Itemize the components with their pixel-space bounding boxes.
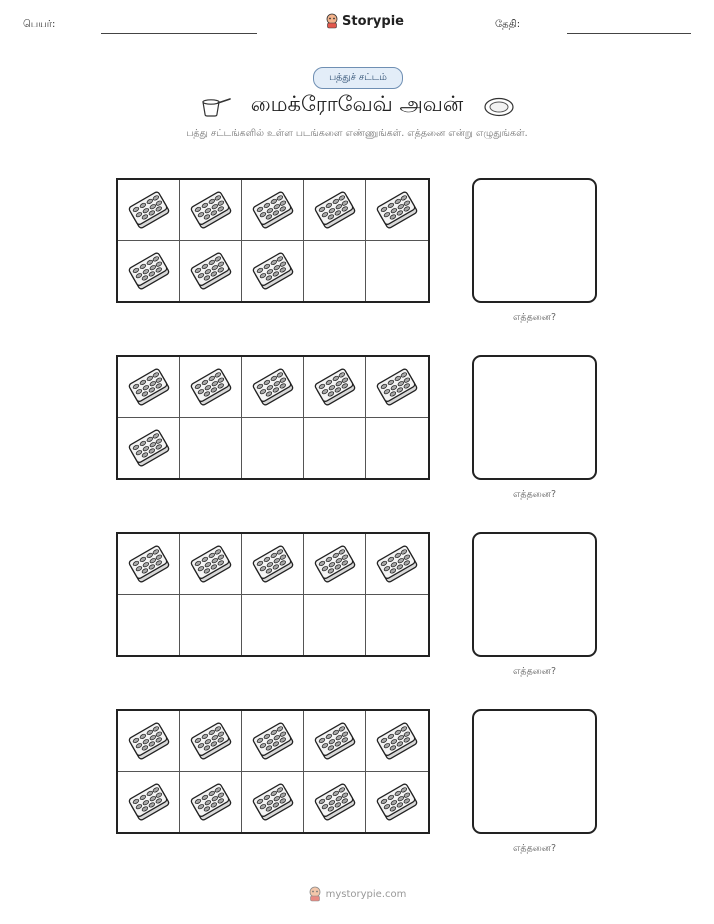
microwave-tray-icon	[126, 190, 172, 230]
microwave-tray-icon	[188, 251, 234, 291]
ten-frame-cell	[366, 595, 428, 656]
ten-frame-cell	[304, 772, 366, 833]
ten-frame-cell	[366, 534, 428, 595]
microwave-tray-icon	[250, 782, 296, 822]
answer-label-2: எத்தனை?	[512, 489, 557, 500]
ten-frame-cell	[304, 711, 366, 772]
microwave-tray-icon	[312, 544, 358, 584]
brand-logo	[325, 13, 404, 29]
ten-frame-cell	[304, 180, 366, 241]
ten-frame-cell	[180, 772, 242, 833]
name-line[interactable]	[101, 33, 257, 34]
page-title: மைக்ரோவேவ் அவன்	[250, 92, 464, 116]
microwave-tray-icon	[374, 544, 420, 584]
microwave-tray-icon	[188, 544, 234, 584]
microwave-tray-icon	[374, 782, 420, 822]
microwave-tray-icon	[250, 251, 296, 291]
ten-frame-4	[116, 709, 430, 834]
ten-frame-cell	[304, 241, 366, 302]
microwave-tray-icon	[188, 782, 234, 822]
ten-frame-cell	[304, 418, 366, 479]
ten-frame-cell	[242, 711, 304, 772]
answer-box-4[interactable]	[472, 709, 597, 834]
title-row	[0, 90, 714, 122]
ten-frame-cell	[304, 534, 366, 595]
ten-frame-cell	[366, 180, 428, 241]
footer-url: mystorypie.com	[325, 888, 407, 900]
ten-frame-cell	[366, 241, 428, 302]
ten-frame-cell	[180, 241, 242, 302]
ten-frame-cell	[180, 418, 242, 479]
ten-frame-cell	[304, 357, 366, 418]
ten-frame-cell	[242, 241, 304, 302]
ten-frame-cell	[118, 772, 180, 833]
microwave-tray-icon	[126, 367, 172, 407]
ten-frame-cell	[180, 711, 242, 772]
ten-frame-cell	[180, 534, 242, 595]
ten-frame-cell	[180, 357, 242, 418]
microwave-tray-icon	[126, 251, 172, 291]
ten-frame-cell	[118, 595, 180, 656]
microwave-tray-icon	[312, 782, 358, 822]
answer-box-3[interactable]	[472, 532, 597, 657]
answer-label-1: எத்தனை?	[512, 312, 557, 323]
ten-frame-cell	[242, 357, 304, 418]
microwave-tray-icon	[250, 721, 296, 761]
ten-frame-cell	[366, 357, 428, 418]
microwave-tray-icon	[126, 782, 172, 822]
answer-box-1[interactable]	[472, 178, 597, 303]
brand-name: Storypie	[342, 13, 404, 29]
ten-frame-2	[116, 355, 430, 480]
microwave-tray-icon	[374, 721, 420, 761]
ten-frame-cell	[242, 180, 304, 241]
microwave-tray-icon	[374, 367, 420, 407]
instructions: பத்து சட்டங்களில் உள்ள படங்களை எண்ணுங்கள். எத்தனை என்று எழுதுங்கள்.	[186, 128, 528, 139]
ten-frame-cell	[366, 418, 428, 479]
microwave-tray-icon	[250, 190, 296, 230]
ten-frame-cell	[242, 534, 304, 595]
footer	[0, 886, 714, 902]
microwave-tray-icon	[188, 190, 234, 230]
microwave-tray-icon	[126, 428, 172, 468]
microwave-tray-icon	[374, 190, 420, 230]
ten-frame-cell	[242, 595, 304, 656]
microwave-tray-icon	[188, 721, 234, 761]
ten-frame-cell	[118, 180, 180, 241]
ten-frame-cell	[366, 772, 428, 833]
microwave-tray-icon	[312, 721, 358, 761]
name-label: பெயர்:	[23, 19, 56, 30]
ten-frame-cell	[180, 595, 242, 656]
answer-box-2[interactable]	[472, 355, 597, 480]
date-line[interactable]	[567, 33, 691, 34]
date-label: தேதி:	[495, 19, 521, 30]
ten-frame-cell	[118, 711, 180, 772]
microwave-tray-icon	[312, 190, 358, 230]
ten-frame-3	[116, 532, 430, 657]
ten-frame-cell	[118, 357, 180, 418]
microwave-tray-icon	[188, 367, 234, 407]
ten-frame-cell	[366, 711, 428, 772]
microwave-tray-icon	[312, 367, 358, 407]
ten-frame-cell	[118, 418, 180, 479]
ten-frame-cell	[180, 180, 242, 241]
microwave-tray-icon	[126, 544, 172, 584]
ten-frame-cell	[118, 534, 180, 595]
microwave-tray-icon	[250, 544, 296, 584]
ten-frame-cell	[304, 595, 366, 656]
ten-frame-cell	[118, 241, 180, 302]
storypie-mascot-icon	[325, 13, 339, 29]
ten-frame-1	[116, 178, 430, 303]
answer-label-4: எத்தனை?	[512, 843, 557, 854]
storypie-mascot-icon	[308, 886, 322, 902]
ten-frame-cell	[242, 418, 304, 479]
worksheet-type-badge: பத்துச் சட்டம்	[313, 67, 403, 89]
ten-frame-cell	[242, 772, 304, 833]
answer-label-3: எத்தனை?	[512, 666, 557, 677]
microwave-tray-icon	[126, 721, 172, 761]
microwave-tray-icon	[250, 367, 296, 407]
plate-icon	[483, 96, 515, 118]
